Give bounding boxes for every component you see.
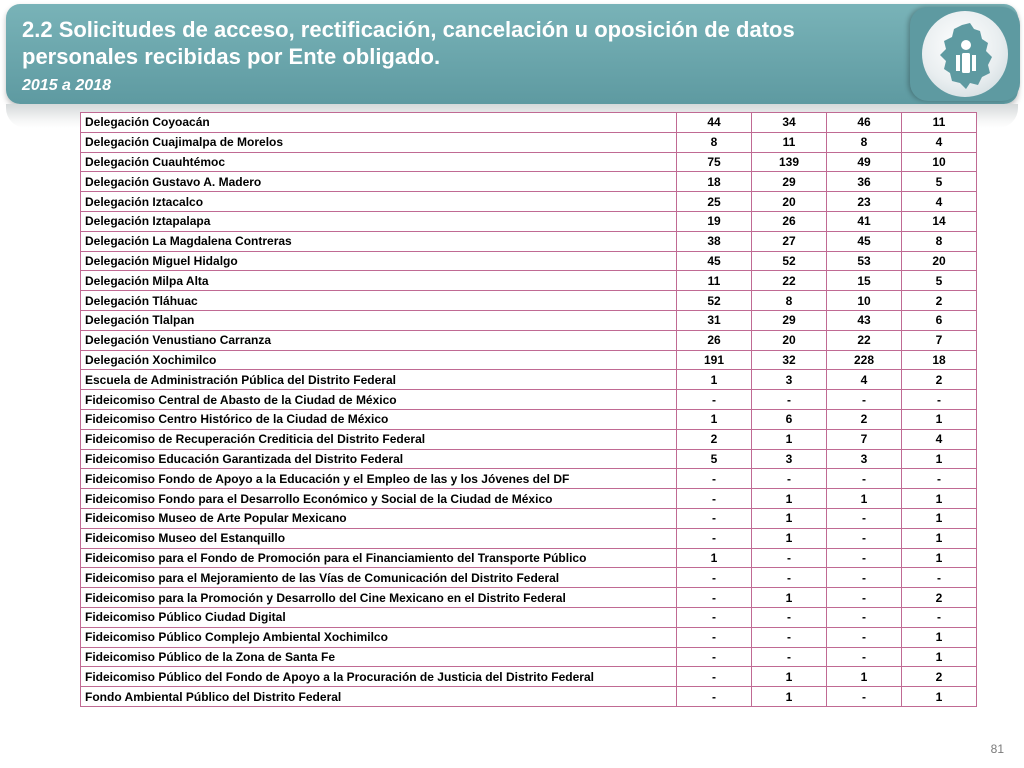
value-cell: - (827, 647, 902, 667)
value-cell: - (902, 469, 977, 489)
value-cell: 10 (827, 291, 902, 311)
value-cell: - (677, 667, 752, 687)
table-row (81, 469, 977, 489)
value-cell: 23 (827, 192, 902, 212)
value-cell: 43 (827, 310, 902, 330)
value-cell: - (827, 548, 902, 568)
value-cell: 27 (752, 231, 827, 251)
value-cell: 1 (827, 667, 902, 687)
value-cell: - (902, 607, 977, 627)
entity-name-cell: Delegación Iztapalapa (81, 211, 677, 231)
value-cell: 8 (902, 231, 977, 251)
value-cell: 7 (827, 429, 902, 449)
value-cell: - (677, 528, 752, 548)
value-cell: 1 (902, 627, 977, 647)
entity-name-cell: Fideicomiso Educación Garantizada del Distrito Federal (81, 449, 677, 469)
value-cell: 18 (902, 350, 977, 370)
value-cell: 1 (827, 489, 902, 509)
value-cell: 14 (902, 211, 977, 231)
entity-name-cell: Delegación Tlalpan (81, 310, 677, 330)
value-cell: 45 (827, 231, 902, 251)
table-row (81, 508, 977, 528)
table-row (81, 627, 977, 647)
table-row (81, 449, 977, 469)
value-cell: 31 (677, 310, 752, 330)
value-cell: 1 (677, 370, 752, 390)
value-cell: - (677, 469, 752, 489)
table-row (81, 429, 977, 449)
table-row (81, 548, 977, 568)
table-row (81, 687, 977, 707)
entity-name-cell: Delegación Coyoacán (81, 113, 677, 133)
value-cell: 1 (902, 687, 977, 707)
table-row (81, 271, 977, 291)
value-cell: 10 (902, 152, 977, 172)
entity-name-cell: Fondo Ambiental Público del Distrito Federal (81, 687, 677, 707)
value-cell: 20 (752, 192, 827, 212)
value-cell: - (677, 627, 752, 647)
value-cell: 1 (902, 508, 977, 528)
entity-name-cell: Fideicomiso Centro Histórico de la Ciudad de México (81, 409, 677, 429)
value-cell: 3 (752, 370, 827, 390)
entity-name-cell: Delegación Venustiano Carranza (81, 330, 677, 350)
entity-name-cell: Fideicomiso Fondo para el Desarrollo Económico y Social de la Ciudad de México (81, 489, 677, 509)
value-cell: - (752, 627, 827, 647)
entity-name-cell: Fideicomiso para el Mejoramiento de las Vías de Comunicación del Distrito Federal (81, 568, 677, 588)
value-cell: 52 (677, 291, 752, 311)
table-row (81, 231, 977, 251)
slide-subtitle: 2015 a 2018 (22, 77, 111, 94)
value-cell: - (827, 528, 902, 548)
value-cell: 25 (677, 192, 752, 212)
value-cell: 22 (827, 330, 902, 350)
table-row (81, 113, 977, 133)
value-cell: 8 (752, 291, 827, 311)
table-row (81, 172, 977, 192)
entity-name-cell: Escuela de Administración Pública del Distrito Federal (81, 370, 677, 390)
value-cell: 18 (677, 172, 752, 192)
table-row (81, 588, 977, 608)
value-cell: - (902, 390, 977, 410)
value-cell: - (827, 568, 902, 588)
entity-name-cell: Delegación Tláhuac (81, 291, 677, 311)
value-cell: - (827, 588, 902, 608)
value-cell: 7 (902, 330, 977, 350)
entity-name-cell: Delegación Milpa Alta (81, 271, 677, 291)
value-cell: 11 (902, 113, 977, 133)
value-cell: 11 (677, 271, 752, 291)
table-row (81, 667, 977, 687)
value-cell: 32 (752, 350, 827, 370)
value-cell: 8 (677, 132, 752, 152)
slide-header (6, 4, 1018, 104)
value-cell: - (827, 390, 902, 410)
value-cell: - (677, 508, 752, 528)
value-cell: 2 (902, 291, 977, 311)
slide-title: 2.2 Solicitudes de acceso, rectificación, cancelación u oposición de datos personales recibidas por Ente obligado. (22, 17, 795, 69)
entity-name-cell: Fideicomiso Público Ciudad Digital (81, 607, 677, 627)
table-row (81, 607, 977, 627)
entity-name-cell: Delegación Miguel Hidalgo (81, 251, 677, 271)
value-cell: 1 (752, 687, 827, 707)
value-cell: 2 (902, 667, 977, 687)
table-row (81, 310, 977, 330)
logo-badge (910, 7, 1020, 101)
requests-table (80, 112, 977, 707)
value-cell: 4 (902, 429, 977, 449)
value-cell: 34 (752, 113, 827, 133)
value-cell: 29 (752, 310, 827, 330)
value-cell: 1 (752, 489, 827, 509)
table-row (81, 568, 977, 588)
value-cell: 3 (752, 449, 827, 469)
table-row (81, 350, 977, 370)
value-cell: 2 (902, 370, 977, 390)
entity-name-cell: Fideicomiso Central de Abasto de la Ciudad de México (81, 390, 677, 410)
value-cell: 53 (827, 251, 902, 271)
value-cell: 5 (677, 449, 752, 469)
value-cell: - (677, 687, 752, 707)
value-cell: 4 (827, 370, 902, 390)
table-row (81, 152, 977, 172)
value-cell: - (677, 588, 752, 608)
entity-name-cell: Fideicomiso para la Promoción y Desarrollo del Cine Mexicano en el Distrito Federal (81, 588, 677, 608)
value-cell: - (677, 647, 752, 667)
value-cell: 75 (677, 152, 752, 172)
value-cell: 191 (677, 350, 752, 370)
value-cell: 45 (677, 251, 752, 271)
entity-name-cell: Delegación Iztacalco (81, 192, 677, 212)
value-cell: - (677, 489, 752, 509)
cdmx-map-logo-icon (922, 11, 1008, 97)
value-cell: 1 (677, 409, 752, 429)
value-cell: 6 (902, 310, 977, 330)
value-cell: - (752, 548, 827, 568)
value-cell: 1 (752, 588, 827, 608)
entity-name-cell: Fideicomiso para el Fondo de Promoción para el Financiamiento del Transporte Público (81, 548, 677, 568)
table-row (81, 409, 977, 429)
table-row (81, 647, 977, 667)
value-cell: 1 (902, 548, 977, 568)
table-row (81, 528, 977, 548)
value-cell: 6 (752, 409, 827, 429)
entity-name-cell: Delegación Cuajimalpa de Morelos (81, 132, 677, 152)
value-cell: 1 (902, 489, 977, 509)
value-cell: 2 (827, 409, 902, 429)
entity-name-cell: Fideicomiso Público Complejo Ambiental Xochimilco (81, 627, 677, 647)
value-cell: 5 (902, 271, 977, 291)
entity-name-cell: Delegación La Magdalena Contreras (81, 231, 677, 251)
value-cell: - (752, 390, 827, 410)
value-cell: 41 (827, 211, 902, 231)
value-cell: - (752, 469, 827, 489)
value-cell: 8 (827, 132, 902, 152)
value-cell: 49 (827, 152, 902, 172)
value-cell: 52 (752, 251, 827, 271)
value-cell: 11 (752, 132, 827, 152)
value-cell: 1 (902, 409, 977, 429)
page-number: 81 (990, 742, 1004, 756)
value-cell: - (677, 390, 752, 410)
value-cell: - (827, 469, 902, 489)
value-cell: 22 (752, 271, 827, 291)
value-cell: 44 (677, 113, 752, 133)
value-cell: 46 (827, 113, 902, 133)
value-cell: - (752, 568, 827, 588)
value-cell: 5 (902, 172, 977, 192)
value-cell: 139 (752, 152, 827, 172)
entity-name-cell: Delegación Xochimilco (81, 350, 677, 370)
value-cell: 20 (752, 330, 827, 350)
table-row (81, 251, 977, 271)
value-cell: 2 (677, 429, 752, 449)
value-cell: 1 (752, 667, 827, 687)
value-cell: 29 (752, 172, 827, 192)
requests-table-body (81, 113, 977, 707)
value-cell: 15 (827, 271, 902, 291)
value-cell: - (752, 647, 827, 667)
value-cell: 1 (902, 449, 977, 469)
value-cell: - (827, 508, 902, 528)
entity-name-cell: Fideicomiso Público del Fondo de Apoyo a la Procuración de Justicia del Distrito Federal (81, 667, 677, 687)
entity-name-cell: Fideicomiso de Recuperación Crediticia del Distrito Federal (81, 429, 677, 449)
value-cell: - (677, 568, 752, 588)
value-cell: - (827, 627, 902, 647)
value-cell: - (827, 607, 902, 627)
value-cell: 26 (677, 330, 752, 350)
value-cell: 26 (752, 211, 827, 231)
table-row (81, 132, 977, 152)
entity-name-cell: Fideicomiso Público de la Zona de Santa Fe (81, 647, 677, 667)
value-cell: 228 (827, 350, 902, 370)
value-cell: 38 (677, 231, 752, 251)
table-row (81, 211, 977, 231)
value-cell: 4 (902, 192, 977, 212)
value-cell: 1 (752, 508, 827, 528)
value-cell: 1 (752, 429, 827, 449)
entity-name-cell: Fideicomiso Fondo de Apoyo a la Educación y el Empleo de las y los Jóvenes del DF (81, 469, 677, 489)
value-cell: 36 (827, 172, 902, 192)
entity-name-cell: Fideicomiso Museo del Estanquillo (81, 528, 677, 548)
entity-name-cell: Delegación Cuauhtémoc (81, 152, 677, 172)
table-row (81, 370, 977, 390)
table-row (81, 291, 977, 311)
value-cell: - (902, 568, 977, 588)
table-row (81, 330, 977, 350)
value-cell: 2 (902, 588, 977, 608)
value-cell: - (677, 607, 752, 627)
value-cell: 1 (902, 528, 977, 548)
value-cell: - (752, 607, 827, 627)
value-cell: 1 (902, 647, 977, 667)
value-cell: - (827, 687, 902, 707)
value-cell: 1 (752, 528, 827, 548)
value-cell: 4 (902, 132, 977, 152)
table-row (81, 390, 977, 410)
table-row (81, 192, 977, 212)
value-cell: 3 (827, 449, 902, 469)
entity-name-cell: Delegación Gustavo A. Madero (81, 172, 677, 192)
entity-name-cell: Fideicomiso Museo de Arte Popular Mexicano (81, 508, 677, 528)
value-cell: 19 (677, 211, 752, 231)
table-row (81, 489, 977, 509)
value-cell: 1 (677, 548, 752, 568)
value-cell: 20 (902, 251, 977, 271)
